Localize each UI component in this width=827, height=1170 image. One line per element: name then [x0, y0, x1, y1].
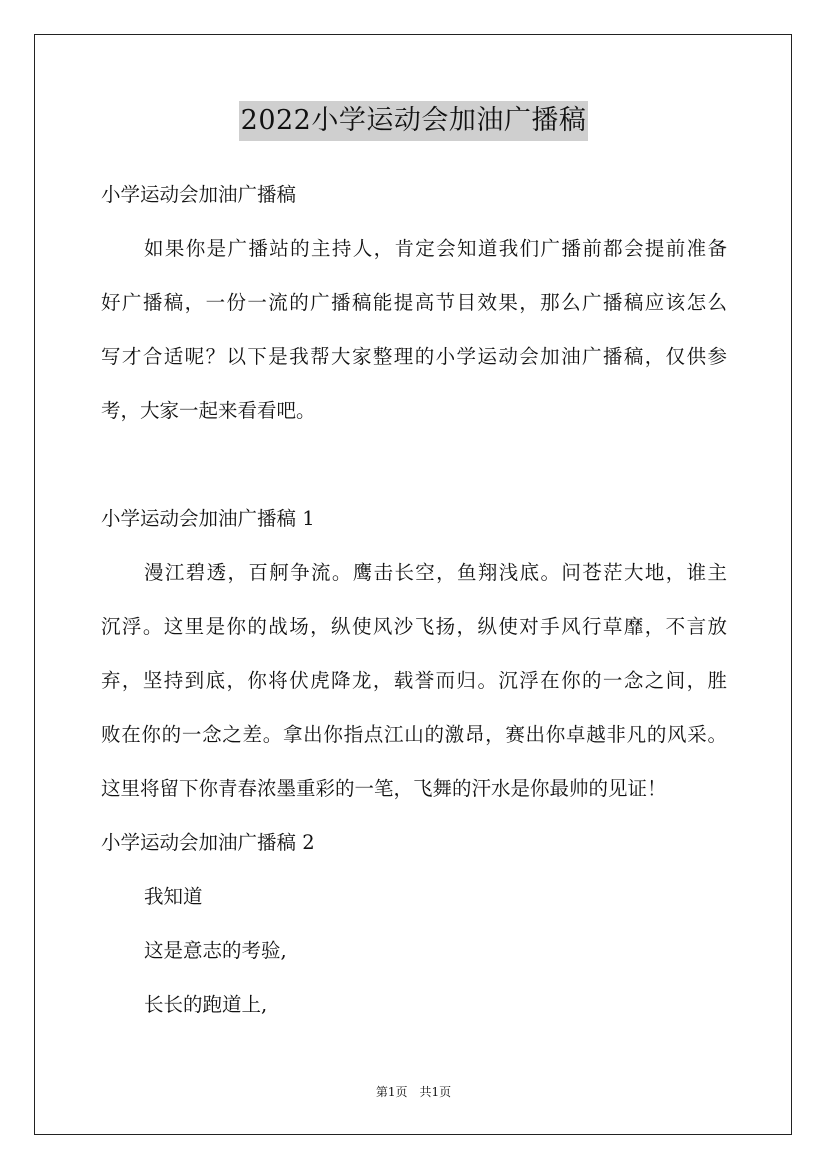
- section1-line-1: 漫江碧透，百舸争流。鹰击长空，鱼翔浅底。问苍茫大地，谁主: [144, 561, 727, 584]
- section2-heading: 小学运动会加油广播稿 2: [101, 831, 315, 854]
- section1-line-4: 败在你的一念之差。拿出你指点江山的激昂，赛出你卓越非凡的风采。: [101, 723, 727, 746]
- intro-line-2: 好广播稿，一份一流的广播稿能提高节目效果，那么广播稿应该怎么: [101, 291, 727, 314]
- title-container: [0, 101, 827, 141]
- document-title: 2022小学运动会加油广播稿: [239, 101, 589, 141]
- intro-line-4: 考，大家一起来看看吧。: [101, 399, 316, 422]
- intro-line-3: 写才合适呢？以下是我帮大家整理的小学运动会加油广播稿，仅供参: [101, 345, 727, 368]
- intro-line-1: 如果你是广播站的主持人，肯定会知道我们广播前都会提前准备: [144, 237, 727, 260]
- section1-line-5: 这里将留下你青春浓墨重彩的一笔，飞舞的汗水是你最帅的见证！: [101, 777, 667, 800]
- section2-line-3: 长长的跑道上,: [144, 993, 268, 1016]
- section1-heading: 小学运动会加油广播稿 1: [101, 507, 315, 530]
- section1-line-2: 沉浮。这里是你的战场，纵使风沙飞扬，纵使对手风行草靡，不言放: [101, 615, 727, 638]
- section1-line-3: 弃，坚持到底，你将伏虎降龙，载誉而归。沉浮在你的一念之间，胜: [101, 669, 727, 692]
- section2-line-2: 这是意志的考验,: [144, 939, 287, 962]
- page-footer: 第1页 共1页: [375, 1085, 452, 1099]
- document-subtitle: 小学运动会加油广播稿: [101, 183, 297, 206]
- section2-line-1: 我知道: [144, 885, 203, 908]
